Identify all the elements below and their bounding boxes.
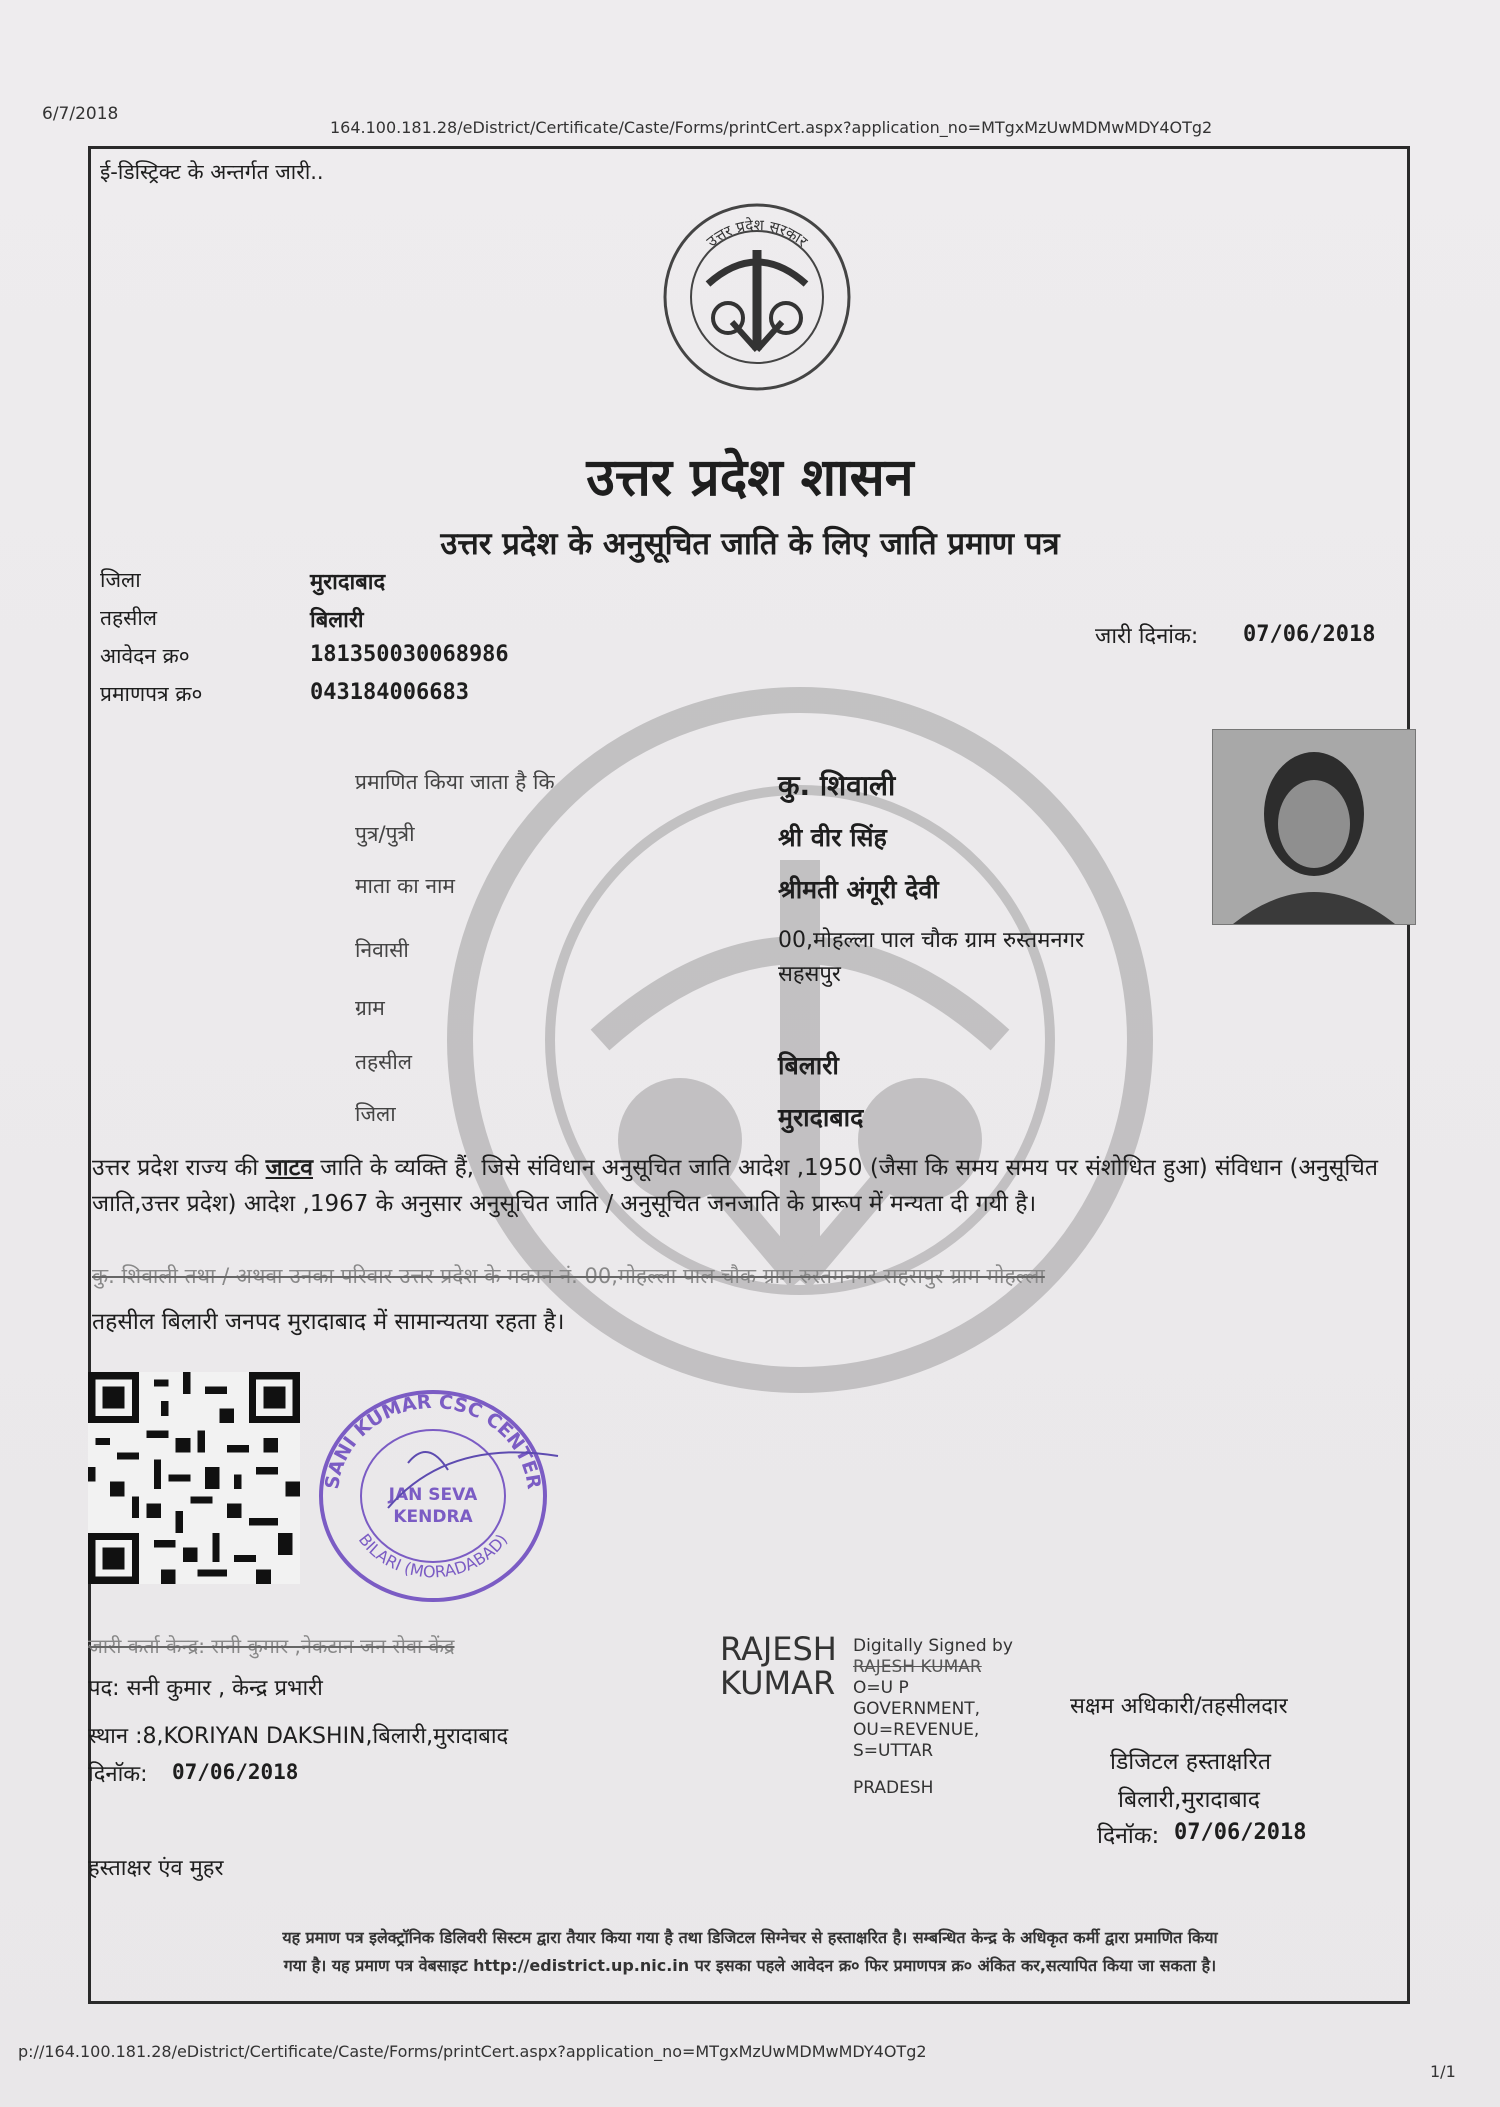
government-title: उत्तर प्रदेश शासन	[586, 448, 914, 508]
footer-line1: यह प्रमाण पत्र इलेक्ट्रॉनिक डिलिवरी सिस्टम द्वारा तैयार किया गया है तथा डिजिटल सिग्नेचर से हस्ताक्षरित है। सम्बन्धित केन्द्र के अधिकृत कर्मी द्वारा प्रमाणित किया	[282, 1928, 1218, 1947]
footer-line2: गया है। यह प्रमाण पत्र वेबसाइट http://edistrict.up.nic.in पर इसका पहले आवेदन क्र० फिर प्रमाणपत्र क्र० अंकित कर,सत्यापित किया जा सकता है।	[283, 1956, 1217, 1975]
signer-state: S=UTTAR	[853, 1741, 934, 1761]
issuer-place: स्थान :8,KORIYAN DAKSHIN,बिलारी,मुरादाबाद	[88, 1724, 509, 1749]
certificate-number: 043184006683	[310, 680, 469, 705]
certificate-title: उत्तर प्रदेश के अनुसूचित जाति के लिए जाति प्रमाण पत्र	[440, 526, 1060, 562]
application-label: आवेदन क्र०	[100, 644, 190, 668]
authority-place: बिलारी,मुरादाबाद	[1118, 1787, 1260, 1813]
residence-line-faded: कु. शिवाली तथा / अथवा उनका परिवार उत्तर प्रदेश के मकान नं. 00,मोहल्ला पाल चौक ग्राम रुस्तमनगर सहसपुर ग्राम मोहल्ला	[92, 1264, 1045, 1288]
csc-center-stamp	[308, 1378, 568, 1608]
issue-date: 07/06/2018	[1243, 622, 1376, 647]
tehsil-value: बिलारी	[310, 608, 364, 633]
signer-state-name: PRADESH	[853, 1778, 934, 1798]
issued-under: ई-डिस्ट्रिक्ट के अन्तर्गत जारी..	[100, 160, 324, 184]
certified-label: प्रमाणित किया जाता है कि	[355, 770, 555, 794]
digital-signature-block	[853, 1636, 1013, 1799]
signed-by-label: Digitally Signed by	[853, 1636, 1013, 1656]
print-date: 6/7/2018	[42, 104, 119, 124]
resident-address-line1: 00,मोहल्ला पाल चौक ग्राम रुस्तमनगर	[778, 928, 1084, 953]
district-label: जिला	[100, 568, 141, 592]
tehsil-label: तहसील	[100, 606, 157, 630]
father-name: श्री वीर सिंह	[778, 823, 887, 852]
resident-label: निवासी	[355, 938, 409, 962]
caste-name: जाटव	[265, 1155, 313, 1181]
issuer-date: 07/06/2018	[172, 1760, 299, 1784]
child-of-label: पुत्र/पुत्री	[355, 822, 415, 846]
declaration-prefix: उत्तर प्रदेश राज्य की	[92, 1155, 266, 1181]
detail-district-value: मुरादाबाद	[778, 1103, 864, 1132]
stamp-ring-text: SANI KUMAR CSC CENTER	[321, 1390, 545, 1491]
village-label: ग्राम	[355, 996, 385, 1020]
signature-seal-label: हस्ताक्षर एंव मुहर	[88, 1856, 224, 1881]
authority-title: सक्षम अधिकारी/तहसीलदार	[1070, 1694, 1288, 1719]
signer-name: RAJESH KUMAR	[853, 1657, 982, 1677]
applicant-name: कु. शिवाली	[778, 769, 896, 802]
applicant-photo	[1212, 729, 1416, 925]
district-value: मुरादाबाद	[310, 570, 386, 595]
signer-name-large	[720, 1632, 837, 1700]
issue-date-label: जारी दिनांक:	[1095, 624, 1199, 649]
resident-address-line2: सहसपुर	[778, 962, 841, 987]
print-url-top[interactable]: 164.100.181.28/eDistrict/Certificate/Caste/Forms/printCert.aspx?application_no=MTgxMzUwMDMwMDY4OTg2	[330, 118, 1213, 137]
svg-text:SANI KUMAR CSC CENTER	[321, 1391, 545, 1491]
authority-date: 07/06/2018	[1174, 1820, 1307, 1845]
signer-name-line2: KUMAR	[720, 1664, 836, 1702]
declaration-suffix: जाति के व्यक्ति हैं, जिसे संविधान अनुसूचित जाति आदेश ,1950 (जैसा कि समय समय पर संशोधित हुआ) संविधान (अनुसूचित जाति,उत्तर प्रदेश) आदेश ,1967 के अनुसार अनुसूचित जाति / अनुसूचित जनजाति के प्रारूप में मन्यता दी गयी है।	[92, 1155, 1379, 1217]
print-url-bottom[interactable]: p://164.100.181.28/eDistrict/Certificate/Caste/Forms/printCert.aspx?application_no=MTgxMzUwMDMwMDY4OTg2	[18, 2042, 927, 2061]
detail-district-label: जिला	[355, 1102, 396, 1126]
signer-gov: GOVERNMENT,	[853, 1699, 981, 1719]
application-number: 181350030068986	[310, 642, 509, 667]
stamp-line1: JAN SEVA	[388, 1485, 478, 1505]
mother-name: श्रीमती अंगूरी देवी	[778, 875, 939, 904]
mother-label: माता का नाम	[355, 874, 455, 898]
seal-text: उत्तर प्रदेश सरकार	[703, 215, 812, 251]
issuer-post: पद: सनी कुमार , केन्द्र प्रभारी	[88, 1676, 323, 1701]
signer-org: O=U P	[853, 1678, 909, 1698]
caste-declaration	[92, 1150, 1402, 1222]
qr-code	[88, 1372, 300, 1584]
footer-note	[92, 1924, 1408, 1980]
authority-digital: डिजिटल हस्ताक्षरित	[1110, 1749, 1271, 1775]
signer-ou: OU=REVENUE,	[853, 1720, 980, 1740]
up-government-seal-icon	[660, 200, 854, 394]
detail-tehsil-label: तहसील	[355, 1050, 412, 1074]
authority-date-label: दिनॉक:	[1097, 1823, 1160, 1849]
issuer-date-label: दिनॉक:	[88, 1762, 148, 1787]
detail-tehsil-value: बिलारी	[778, 1051, 839, 1080]
stamp-line2: KENDRA	[393, 1507, 473, 1527]
certificate-number-label: प्रमाणपत्र क्र०	[100, 682, 203, 706]
svg-text:उत्तर प्रदेश सरकार	[703, 216, 812, 251]
page-count: 1/1	[1430, 2062, 1456, 2081]
issuer-center: जारी कर्ता केन्द्र: सनी कुमार ,नेकटान जन सेवा केंद्र	[88, 1634, 455, 1658]
signer-name-line1: RAJESH	[720, 1630, 837, 1668]
residence-statement: तहसील बिलारी जनपद मुरादाबाद में सामान्यतया रहता है।	[92, 1309, 565, 1335]
stamp-bottom-text: BILARI (MORADABAD)	[354, 1530, 512, 1582]
